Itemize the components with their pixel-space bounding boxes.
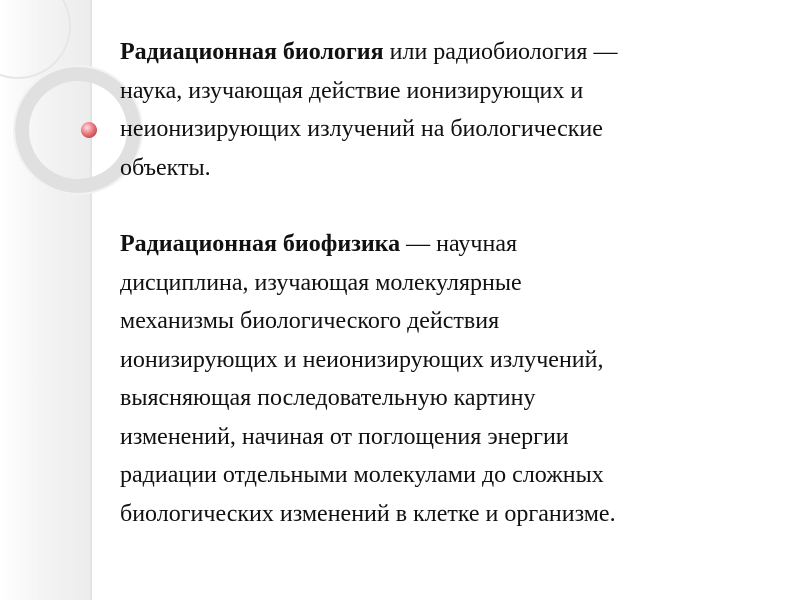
text-line: выясняющая последовательную картину <box>120 385 536 411</box>
term-radiation-biology: Радиационная биология <box>120 39 384 65</box>
text-line: биологических изменений в клетке и организме. <box>120 500 616 527</box>
slide-body <box>120 33 780 533</box>
term-radiation-biophysics: Радиационная биофизика <box>120 231 401 257</box>
small-ring <box>0 0 70 78</box>
text-line: радиации отдельными молекулами до сложных <box>120 462 604 488</box>
pink-bullet-dot <box>81 122 97 138</box>
text-line: ионизирующих и неионизирующих излучений, <box>120 346 604 373</box>
large-ring <box>22 74 134 186</box>
text-line: изменений, начиная от поглощения энергии <box>120 423 569 450</box>
text-line: объекты. <box>120 154 211 181</box>
definition-radiation-biophysics <box>120 225 780 533</box>
definition-radiation-biology <box>120 33 780 187</box>
text-line: дисциплина, изучающая молекулярные <box>120 269 522 296</box>
text-line: наука, изучающая действие ионизирующих и <box>120 77 584 104</box>
text-line: неионизирующих излучений на биологические <box>120 116 603 142</box>
text-line: механизмы биологического действия <box>120 308 500 334</box>
text-line: или радиобиология — <box>383 39 618 65</box>
text-line: — научная <box>400 231 518 257</box>
